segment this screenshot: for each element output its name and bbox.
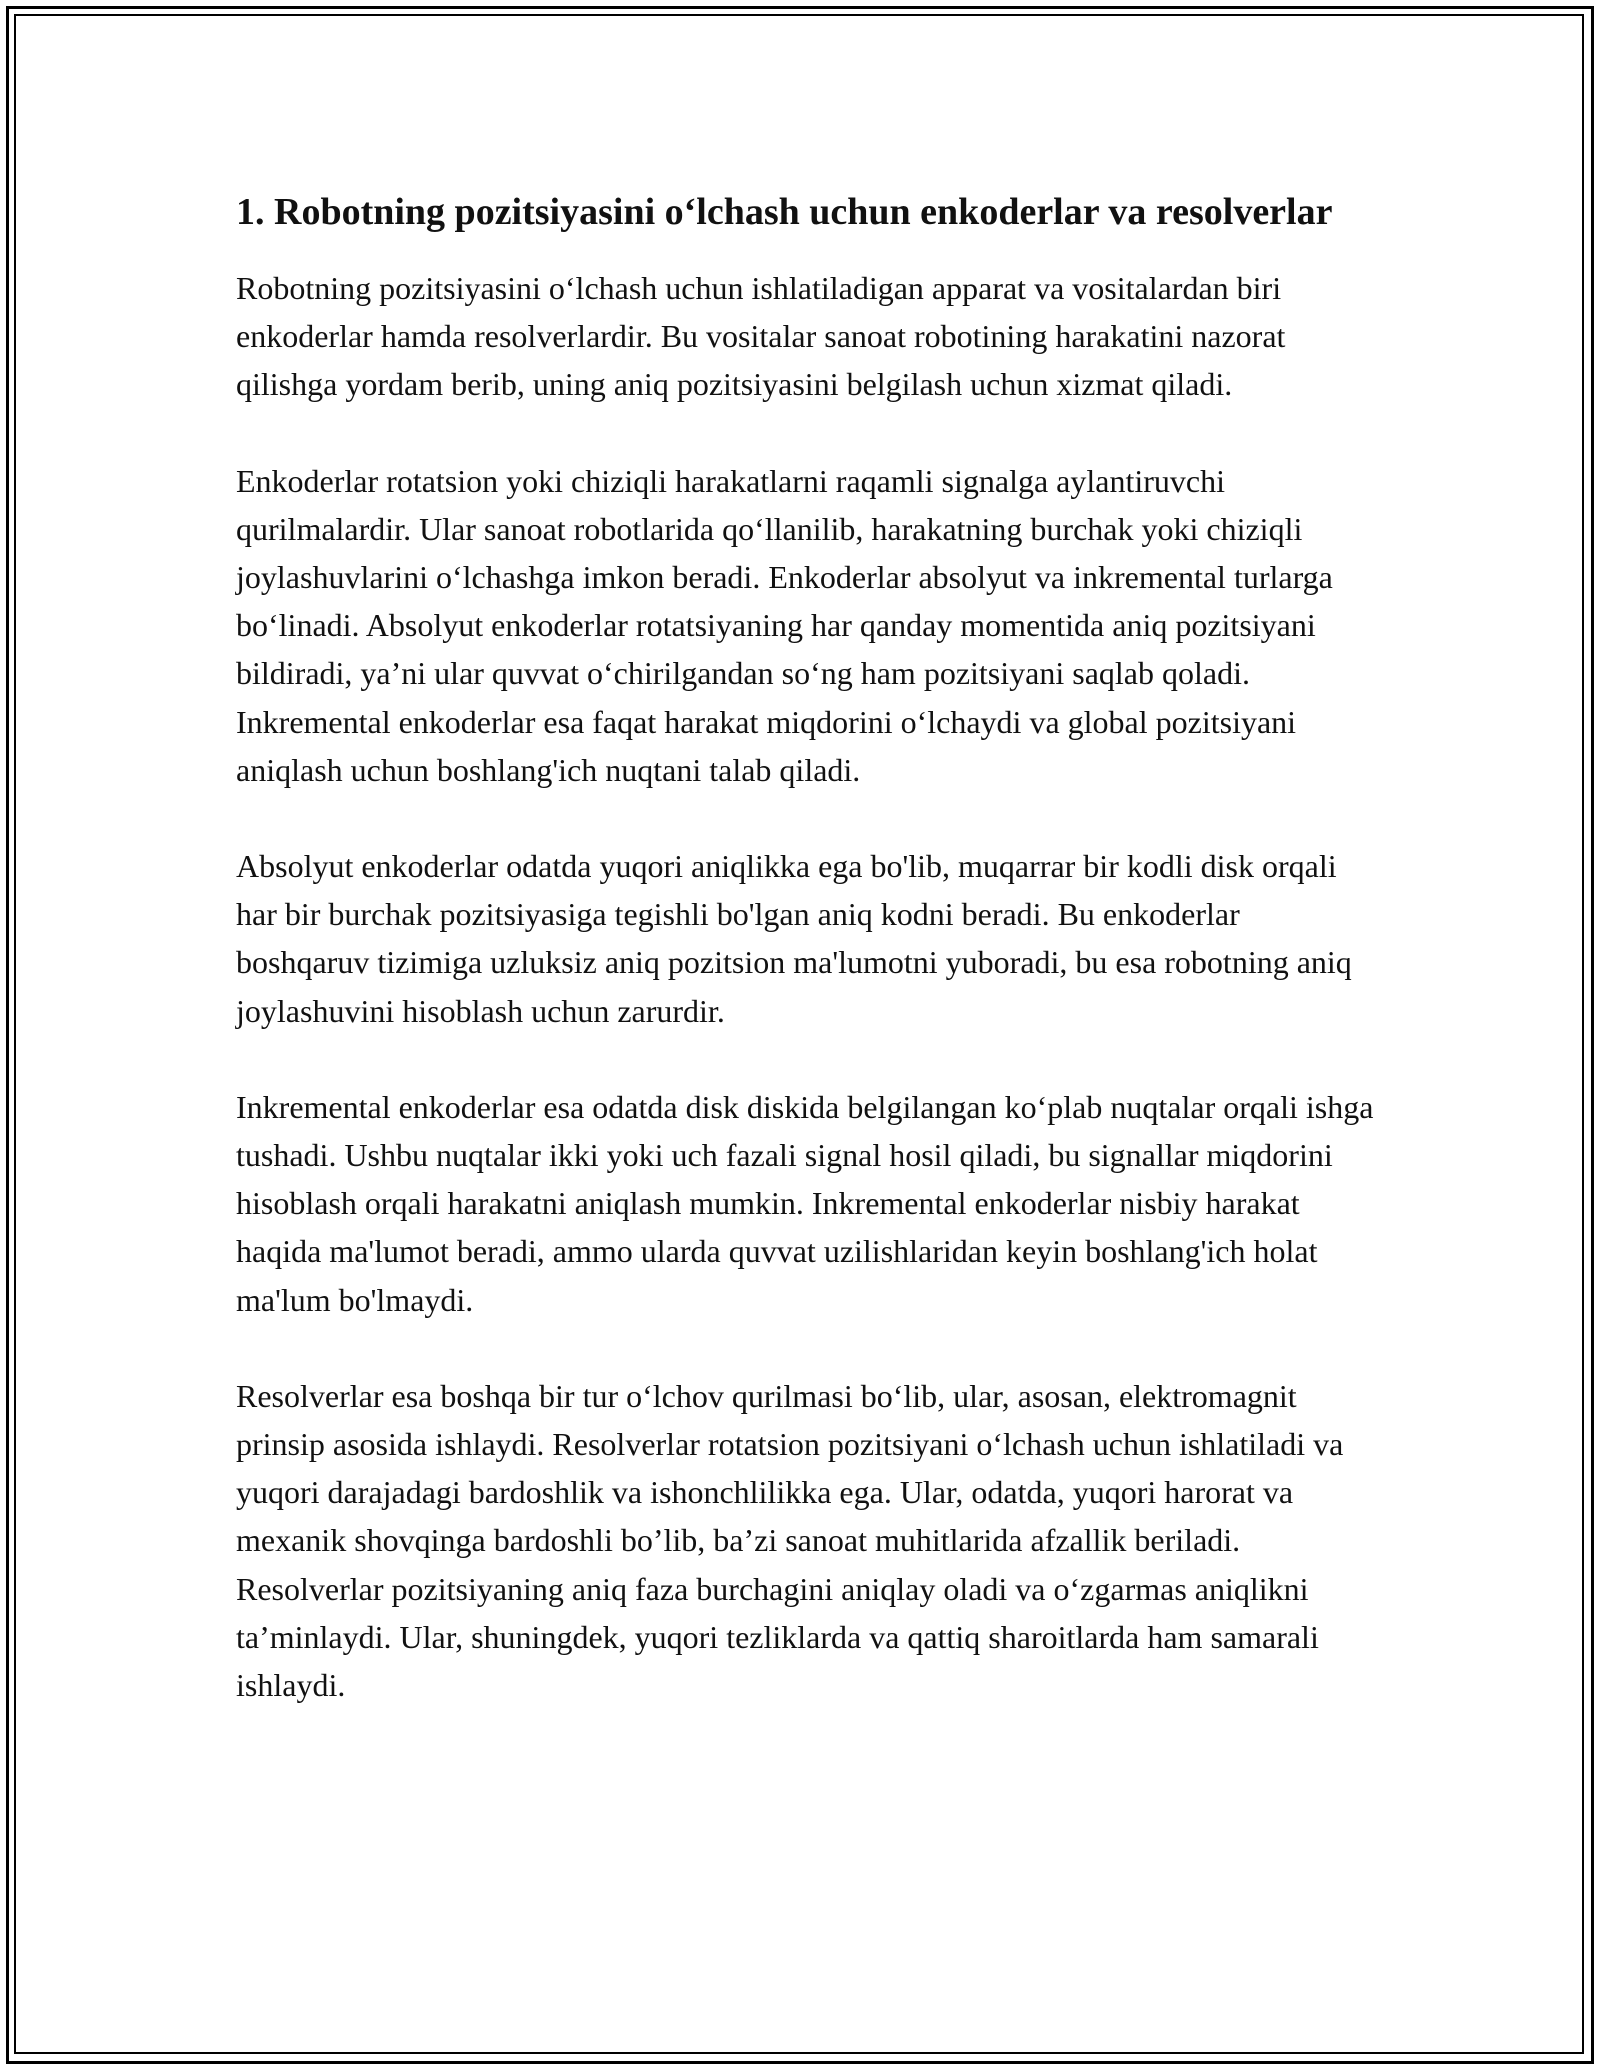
document-body	[236, 185, 1376, 1757]
paragraph-intro: Robotning pozitsiyasini o‘lchash uchun ishlatiladigan apparat va vositalardan biri enkoderlar hamda resolverlardir. Bu vositalar sanoat robotining harakatini nazorat qilishga yordam berib, uning aniq pozitsiyasini belgilash uchun xizmat qiladi.	[236, 270, 1286, 403]
paragraph-absolute-encoders: Absolyut enkoderlar odatda yuqori aniqlikka ega bo'lib, muqarrar bir kodli disk orqali har bir burchak pozitsiyasiga tegishli bo'lgan aniq kodni beradi. Bu enkoderlar boshqaruv tizimiga uzluksiz aniq pozitsion ma'lumotni yuboradi, bu esa robotning aniq joylashuvini hisoblash uchun zarurdir.	[236, 848, 1352, 1029]
paragraph-incremental-encoders: Inkremental enkoderlar esa odatda disk diskida belgilangan ko‘plab nuqtalar orqali ishga tushadi. Ushbu nuqtalar ikki yoki uch fazali signal hosil qiladi, bu signallar miqdorini hisoblash orqali harakatni aniqlash mumkin. Inkremental enkoderlar nisbiy harakat haqida ma'lumot beradi, ammo ularda quvvat uzilishlaridan keyin boshlang'ich holat ma'lum bo'lmaydi.	[236, 1088, 1374, 1318]
paragraph-resolvers: Resolverlar esa boshqa bir tur o‘lchov qurilmasi bo‘lib, ular, asosan, elektromagnit prinsip asosida ishlaydi. Resolverlar rotatsion pozitsiyani o‘lchash uchun ishlatiladi va yuqori darajadagi bardoshlik va ishonchlilikka ega. Ular, odatda, yuqori harorat va mexanik shovqinga bardoshli bo’lib, ba’zi sanoat muhitlarida afzallik beriladi. Resolverlar pozitsiyaning aniq faza burchagini aniqlay oladi va o‘zgarmas aniqlikni ta’minlaydi. Ular, shuningdek, yuqori tezliklarda va qattiq sharoitlarda ham samarali ishlaydi.	[236, 1377, 1344, 1704]
paragraph-encoders: Enkoderlar rotatsion yoki chiziqli harakatlarni raqamli signalga aylantiruvchi qurilmalardir. Ular sanoat robotlarida qo‘llanilib, harakatning burchak yoki chiziqli joylashuvlarini o‘lchashga imkon beradi. Enkoderlar absolyut va inkremental turlarga bo‘linadi. Absolyut enkoderlar rotatsiyaning har qanday momentida aniq pozitsiyani bildiradi, ya’ni ular quvvat o‘chirilgandan so‘ng ham pozitsiyani saqlab qoladi. Inkremental enkoderlar esa faqat harakat miqdorini o‘lchaydi va global pozitsiyani aniqlash uchun boshlang'ich nuqtani talab qiladi.	[236, 462, 1333, 788]
section-heading: 1. Robotning pozitsiyasini o‘lchash uchun enkoderlar va resolverlar	[236, 191, 1333, 233]
